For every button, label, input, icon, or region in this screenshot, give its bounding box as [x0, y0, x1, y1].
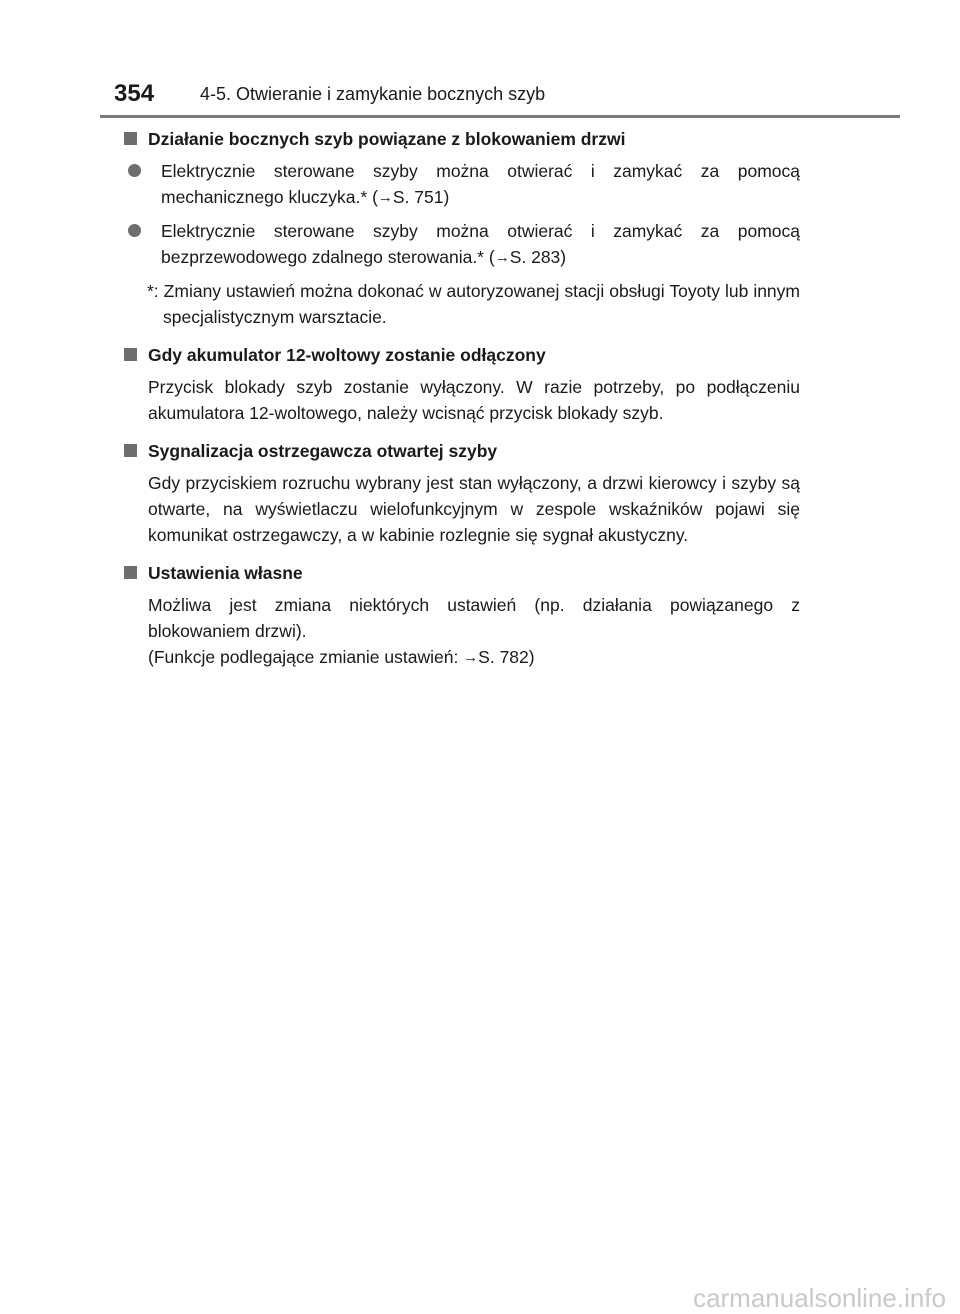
section-body	[123, 592, 800, 672]
bullet-item	[123, 218, 800, 272]
square-bullet-icon	[124, 566, 137, 579]
page-reference-link[interactable]: S. 751)	[392, 187, 450, 207]
chapter-title: 4-5. Otwieranie i zamykanie bocznych szyb	[200, 84, 546, 104]
page-number: 354	[114, 80, 155, 107]
section-custom-settings	[123, 560, 800, 672]
header-divider	[100, 115, 900, 118]
bullet-text: Elektrycznie sterowane szyby można otwierać i zamykać za pomocą mechanicznego kluczyka.* (	[161, 161, 800, 207]
arrow-right-icon: →	[377, 189, 393, 206]
circle-bullet-icon	[128, 164, 141, 177]
arrow-right-icon: →	[463, 649, 479, 666]
section-heading	[123, 342, 800, 368]
section-heading-text: Działanie bocznych szyb powiązane z blokowaniem drzwi	[148, 129, 626, 149]
bullet-text: Elektrycznie sterowane szyby można otwierać i zamykać za pomocą bezprzewodowego zdalnego sterowania.* (	[161, 221, 800, 267]
section-heading	[123, 560, 800, 586]
page-content	[123, 126, 800, 684]
square-bullet-icon	[124, 348, 137, 361]
page-reference-link[interactable]: S. 782)	[478, 647, 535, 667]
section-body-text: Możliwa jest zmiana niektórych ustawień (np. działania powiązanego z blokowaniem drzwi).	[148, 595, 800, 641]
section-door-lock-linked	[123, 126, 800, 330]
circle-bullet-icon	[128, 224, 141, 237]
section-heading-text: Sygnalizacja ostrzegawcza otwartej szyby	[148, 441, 498, 461]
section-body: Gdy przyciskiem rozruchu wybrany jest stan wyłączony, a drzwi kierowcy i szyby są otwarte, na wyświetlaczu wielofunkcyjnym w zespole wskaźników pojawi się komunikat ostrzegawczy, a w kabinie rozlegnie się sygnał akustyczny.	[148, 473, 800, 545]
section-reference-line	[148, 644, 800, 672]
section-heading-text: Gdy akumulator 12-woltowy zostanie odłączony	[148, 345, 546, 365]
arrow-right-icon: →	[494, 249, 510, 266]
section-heading-text: Ustawienia własne	[148, 563, 303, 583]
section-heading	[123, 438, 800, 464]
square-bullet-icon	[124, 444, 137, 457]
section-body: Przycisk blokady szyb zostanie wyłączony. W razie potrzeby, po podłączeniu akumulatora 12-woltowego, należy wcisnąć przycisk blokady szyb.	[148, 377, 800, 423]
footnote: *: Zmiany ustawień można dokonać w autoryzowanej stacji obsługi Toyoty lub innym specjalistycznym warsztacie.	[147, 281, 800, 327]
section-battery-disconnected	[123, 342, 800, 426]
page-reference-link[interactable]: S. 283)	[509, 247, 567, 267]
reference-text: (Funkcje podlegające zmianie ustawień:	[148, 647, 464, 667]
section-heading	[123, 126, 800, 152]
page-header	[0, 0, 960, 120]
bullet-item	[123, 158, 800, 212]
square-bullet-icon	[124, 132, 137, 145]
section-window-open-warning	[123, 438, 800, 548]
watermark-logo: carmanualsonline.info	[693, 1283, 946, 1313]
